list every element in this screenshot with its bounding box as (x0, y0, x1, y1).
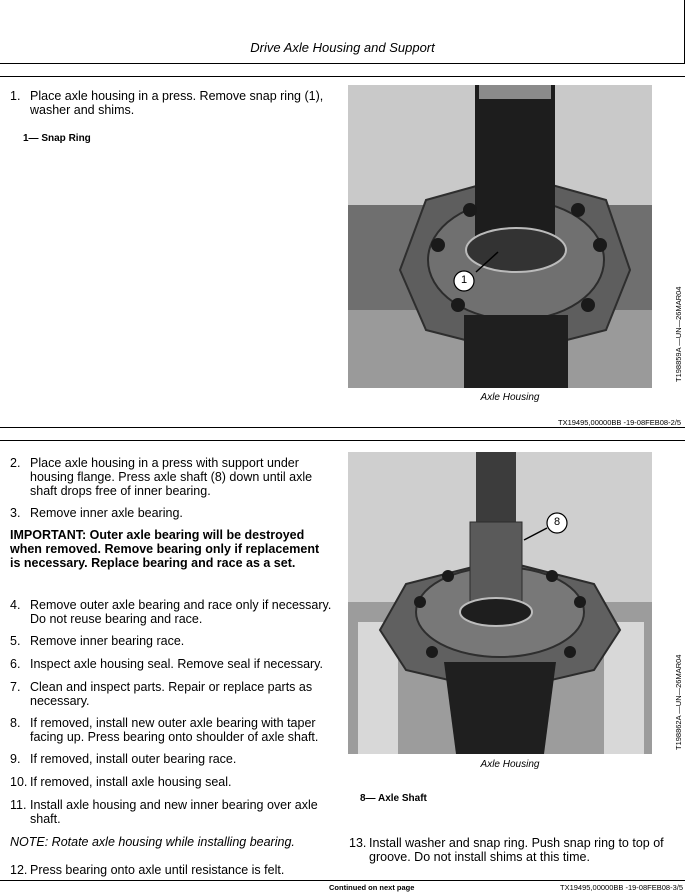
image-id-2: T198862A —UN—26MAR04 (674, 654, 683, 750)
axle-housing-illustration-1 (348, 85, 652, 388)
axle-housing-photo-2 (348, 452, 652, 754)
reference-code-1: TX19495,00000BB -19-08FEB08-2/5 (558, 418, 681, 427)
footer-rule (0, 880, 685, 881)
legend-snap-ring: 1— Snap Ring (23, 133, 91, 144)
section1-bottom-rule (0, 427, 685, 428)
image-id-1: T198859A —UN—26MAR04 (674, 286, 683, 382)
callout-8: 8 (553, 516, 561, 528)
header-divider (0, 63, 685, 64)
reference-code-2: TX19495,00000BB -19-08FEB08-3/5 (560, 883, 683, 892)
note-rotate-housing: NOTE: Rotate axle housing while installing bearing. (10, 835, 295, 849)
caption-2: Axle Housing (480, 759, 540, 770)
continued-label: Continued on next page (329, 883, 415, 892)
legend-axle-shaft: 8— Axle Shaft (360, 793, 427, 804)
page-title: Drive Axle Housing and Support (250, 40, 435, 55)
section1-top-rule (0, 76, 685, 77)
axle-housing-photo-1 (348, 85, 652, 388)
important-notice: IMPORTANT: Outer axle bearing will be destroyed when removed. Remove bearing only if replacement is necessary. Replace bearing and race as a set. (10, 528, 320, 570)
callout-1: 1 (460, 274, 468, 286)
axle-housing-illustration-2 (348, 452, 652, 754)
caption-1: Axle Housing (480, 392, 540, 403)
section2-top-rule (0, 440, 685, 441)
